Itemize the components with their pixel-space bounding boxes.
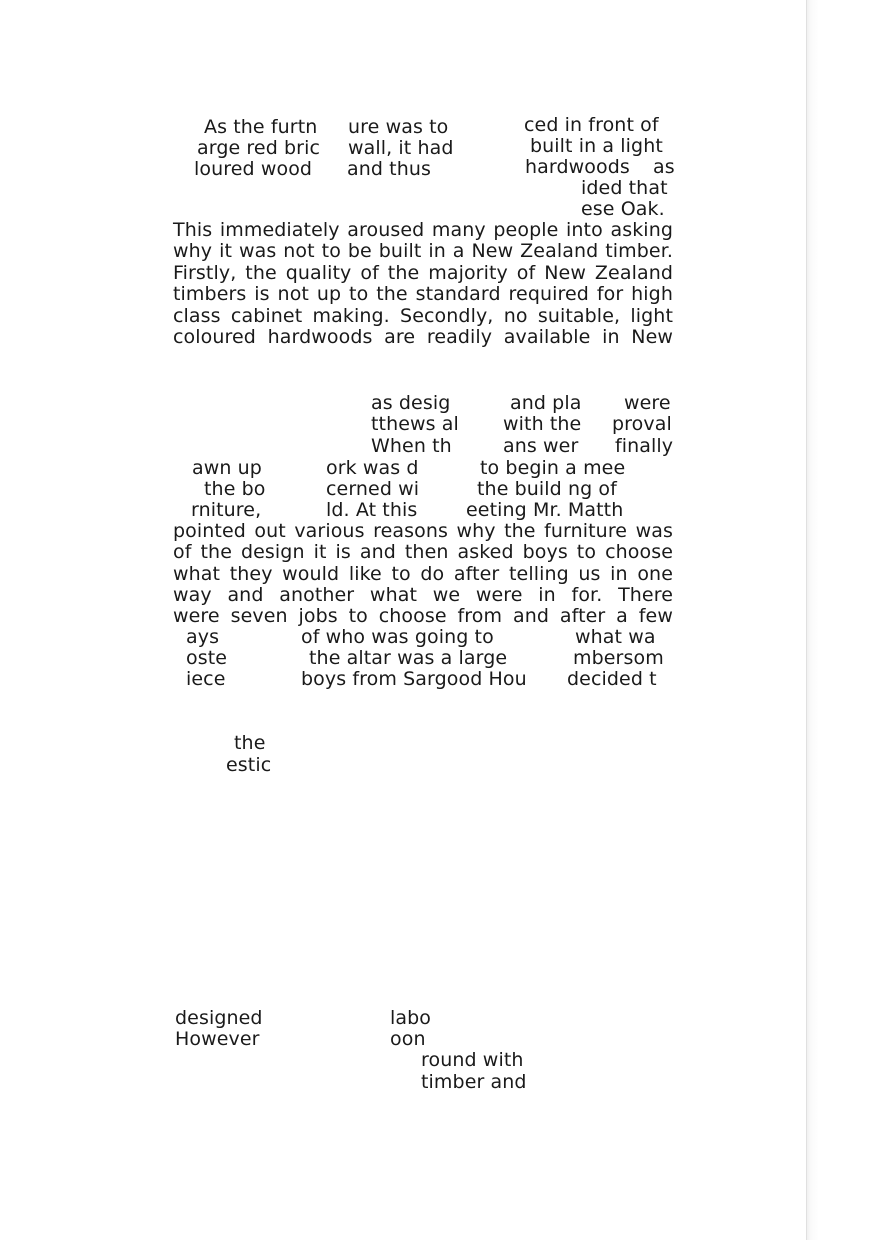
text-fragment-what-wa: what wa [575,626,656,648]
text-fragment-ans-wer: ans wer [503,435,579,457]
text-fragment-of-who-was-going-to: of who was going to [301,626,494,648]
text-fragment-were-seven-jobs-to-choose-fr: were seven jobs to choose from and after a few [173,605,673,627]
text-fragment-wall-it-had: wall, it had [348,137,454,159]
text-fragment-cerned-wi: cerned wi [326,478,420,500]
text-fragment-loured-wood: loured wood [194,158,313,180]
text-fragment-oon: oon [390,1028,426,1050]
text-fragment-and-pla: and pla [510,392,582,414]
text-fragment-to-begin-a-mee: to begin a mee [480,457,626,479]
text-fragment-boys-from-sargood-hou: boys from Sargood Hou [301,668,527,690]
text-fragment-arge-red-bric: arge red bric [197,137,320,159]
text-fragment-estic: estic [226,754,272,776]
text-fragment-with-the: with the [503,413,582,435]
text-fragment-the: the [234,732,266,754]
text-fragment-when-th: When th [371,435,452,457]
text-fragment-proval: proval [612,413,672,435]
text-fragment-eeting-mr-matth: eeting Mr. Matth [466,499,624,521]
text-fragment-class-cabinet-making-secondl: class cabinet making. Secondly, no suitable, light [173,305,673,327]
text-fragment-firstly-the-quality-of-the-m: Firstly, the quality of the majority of New Zealand [173,262,673,284]
text-fragment-ure-was-to: ure was to [348,116,449,138]
text-fragment-were: were [624,392,671,414]
text-fragment-the-altar-was-a-large: the altar was a large [309,647,508,669]
text-fragment-pointed-out-various-reasons-: pointed out various reasons why the furniture was [173,520,673,542]
text-fragment-as-desig: as desig [371,392,451,414]
text-fragment-finally: finally [615,435,674,457]
text-fragment-timbers-is-not-up-to-the-sta: timbers is not up to the standard required for high [173,283,673,305]
text-fragment-ork-was-d: ork was d [326,457,419,479]
text-fragment-this-immediately-aroused-man: This immediately aroused many people into asking [173,219,673,241]
text-fragment-what-they-would-like-to-do-a: what they would like to do after telling us in one [173,563,673,585]
text-fragment-ese-oak: ese Oak. [581,198,665,220]
text-fragment-the-build-ng-of: the build ng of [477,478,617,500]
text-fragment-tthews-al: tthews al [371,413,459,435]
text-fragment-oste: oste [186,647,228,669]
text-fragment-ided-that: ided that [581,177,668,199]
text-fragment-mbersom: mbersom [573,647,664,669]
text-fragment-hardwoods: hardwoods [525,156,630,178]
text-fragment-way-and-another-what-we-were: way and another what we were in for. There [173,584,673,606]
text-fragment-awn-up: awn up [192,457,262,479]
text-fragment-iece: iece [186,668,226,690]
text-fragment-however: However [175,1028,260,1050]
text-fragment-why-it-was-not-to-be-built-i: why it was not to be built in a New Zealand timber. [173,240,673,262]
text-fragment-labo: labo [390,1007,432,1029]
text-fragment-designed: designed [175,1007,263,1029]
text-fragment-as-the-furtn: As the furtn [204,116,318,138]
text-fragment-and-thus: and thus [347,158,432,180]
text-fragment-decided-t: decided t [567,668,657,690]
text-fragment-ced-in-front-of: ced in front of [524,114,659,136]
text-fragment-timber-and: timber and [421,1071,527,1093]
text-fragment-built-in-a-light: built in a light [530,135,663,157]
text-fragment-of-the-design-it-is-and-then: of the design it is and then asked boys to choose [173,541,673,563]
text-fragment-rniture: rniture, [191,499,262,521]
text-fragment-the-bo: the bo [204,478,266,500]
text-fragment-round-with: round with [421,1049,524,1071]
text-fragment-coloured-hardwoods-are-readi: coloured hardwoods are readily available in New [173,326,673,348]
text-fragment-ays: ays [186,626,220,648]
text-fragment-as: as [653,156,675,178]
text-fragment-ld-at-this: ld. At this [326,499,418,521]
